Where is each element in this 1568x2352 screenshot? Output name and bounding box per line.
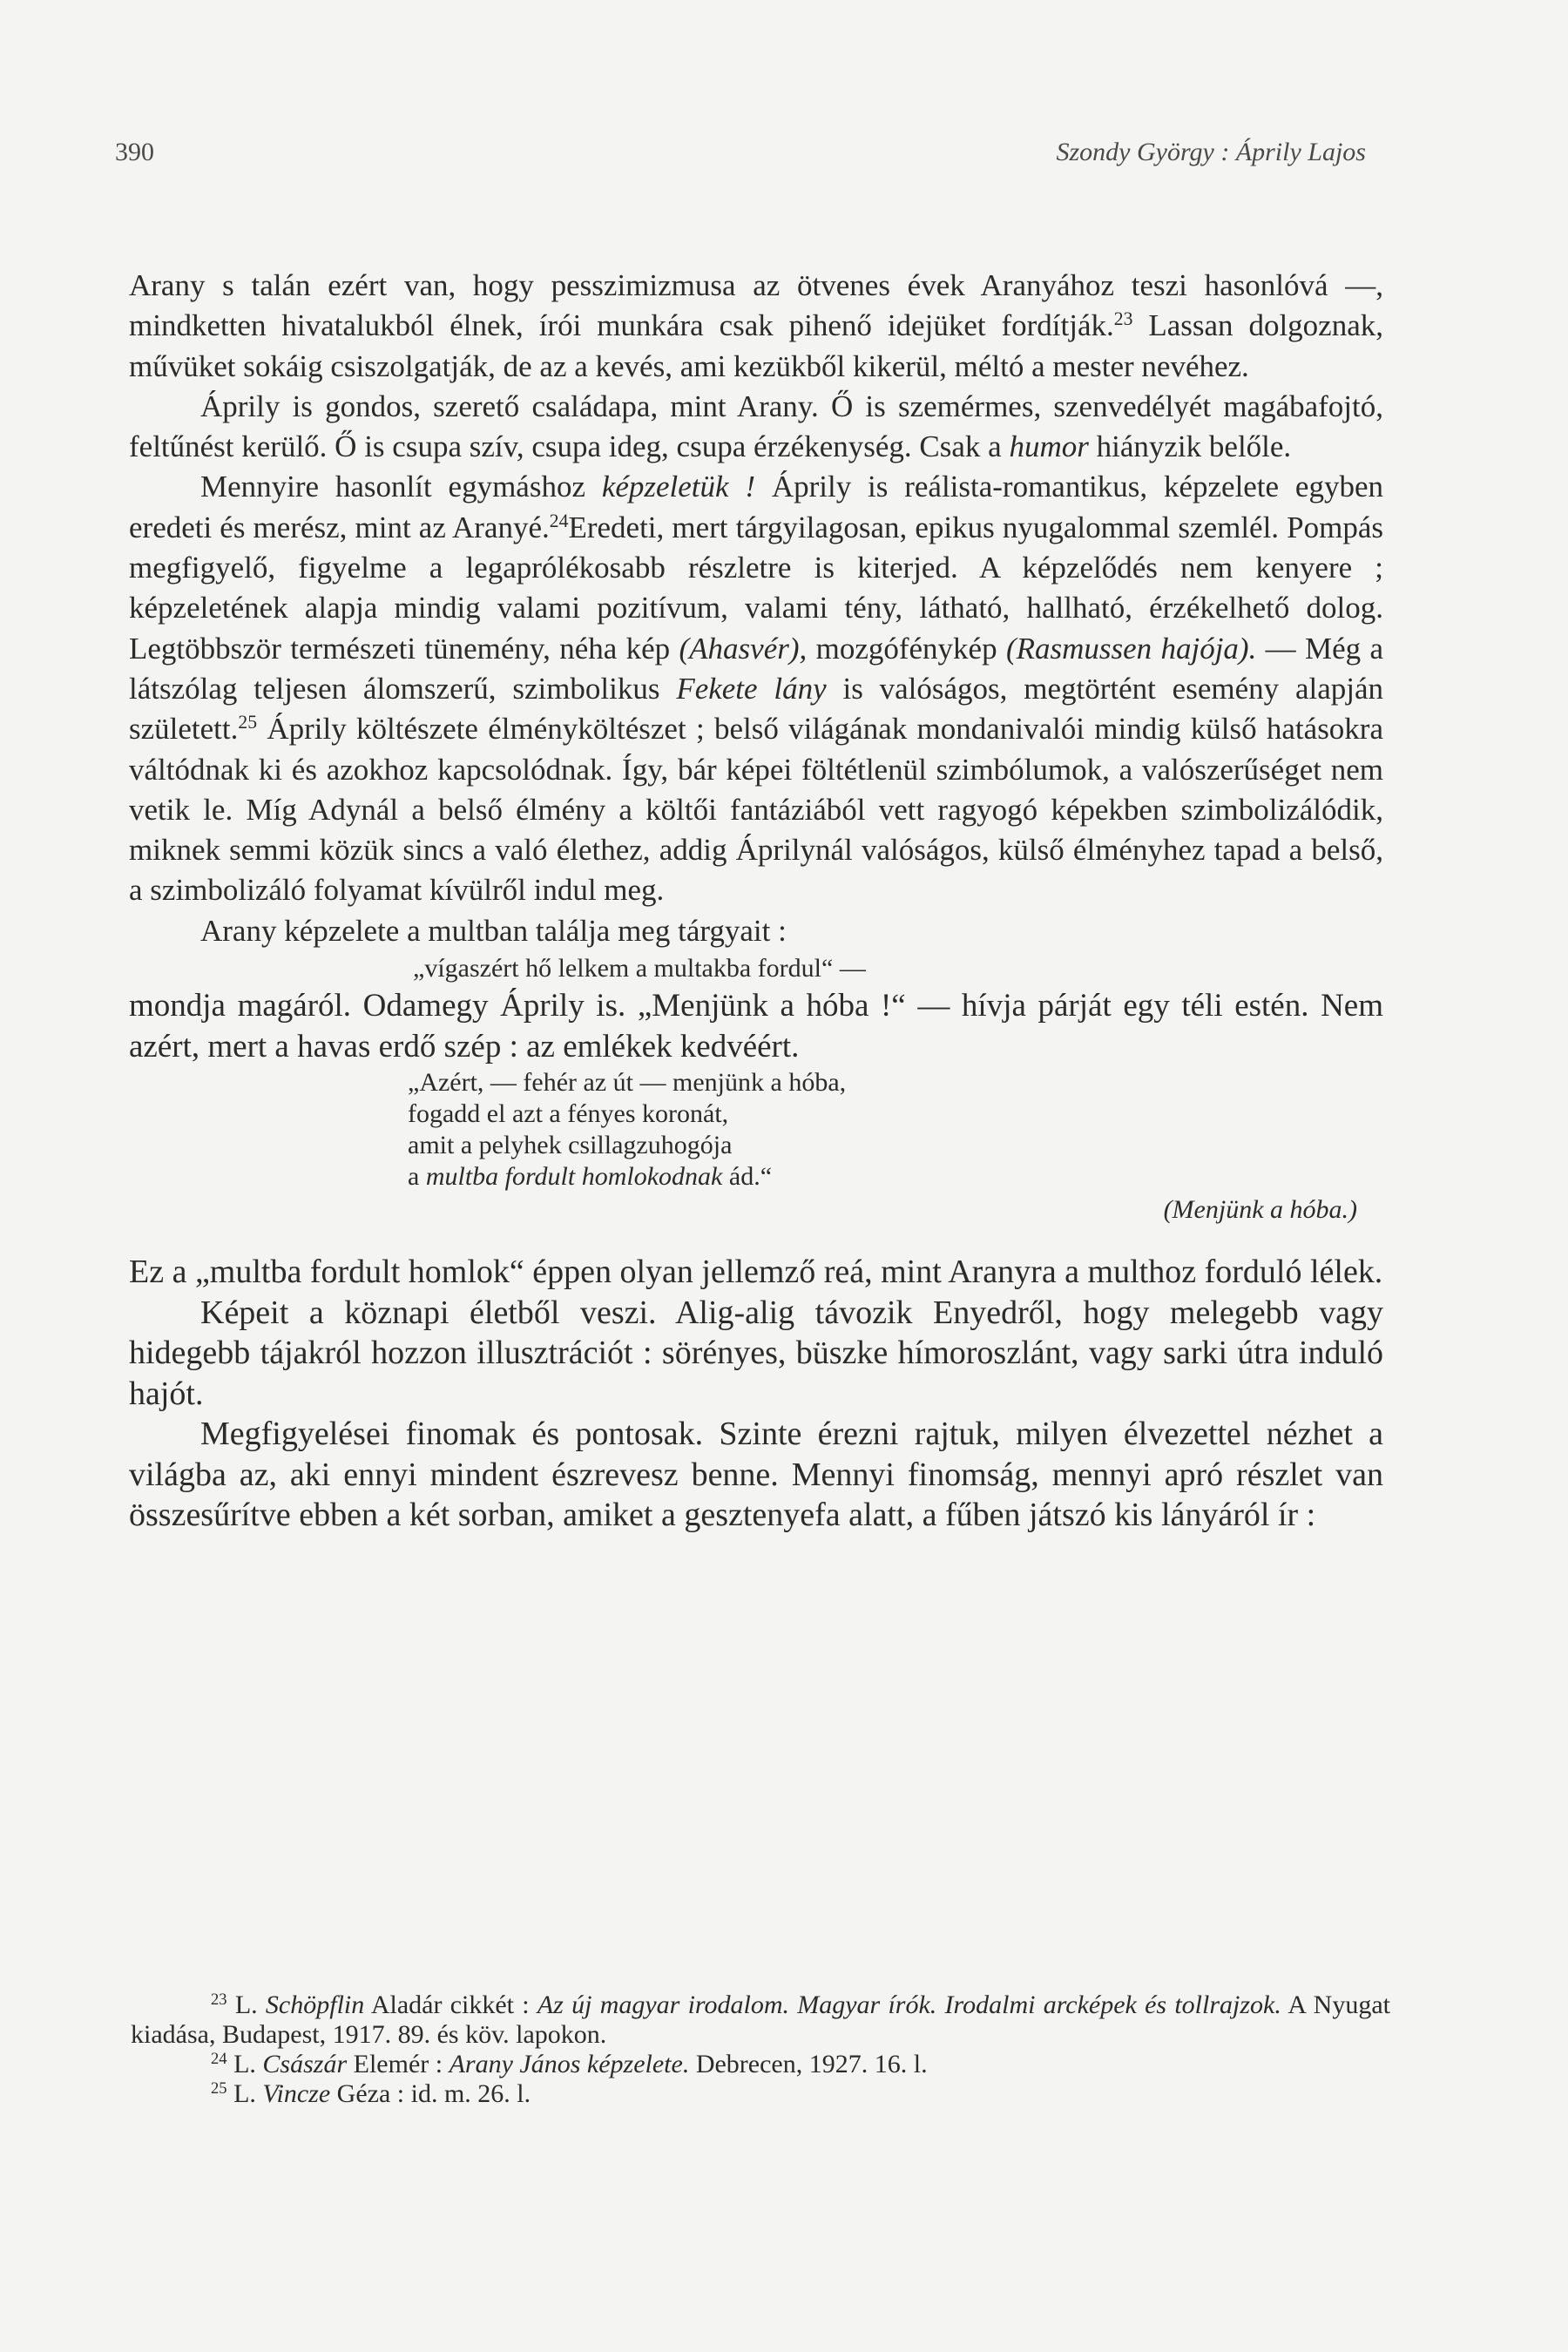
text-run: A Nyugat kiadása, Budapest, 1917. 89. és köv. lapokon. bbox=[131, 1990, 1390, 2049]
text-run: ád.“ bbox=[722, 1162, 773, 1192]
verse-source bbox=[408, 1194, 1383, 1226]
verse-line: „Azért, — fehér az út — menjünk a hóba, bbox=[408, 1068, 847, 1098]
text-run: L. bbox=[226, 2079, 263, 2108]
emphasis: Fekete lány bbox=[676, 671, 827, 706]
paragraph-4: Arany képzelete a multban találja meg tárgyait : bbox=[200, 913, 787, 948]
verse-line: fogadd el azt a fényes koronát, bbox=[408, 1099, 729, 1129]
paragraph-1 bbox=[129, 266, 1383, 387]
paragraph-7: Képeit a köznapi életből veszi. Alig-alig távozik Enyedről, hogy melegebb vagy hidegebb tájakról hozzon illusztrációt : sörényes, büszke hímoroszlánt, vagy sarki útra induló hajót. bbox=[129, 1294, 1383, 1412]
text-run: Arany s talán ezért van, hogy pesszimizmusa az ötvenes évek Aranyához teszi hasonlóvá —, mindketten hivatalukból élnek, írói munkára csak pihenő idejüket fordítják. bbox=[129, 268, 1383, 343]
text-run: Aladár cikkét : bbox=[364, 1990, 537, 2019]
verse-line: amit a pelyhek csillagzuhogója bbox=[408, 1131, 733, 1160]
text-run: mozgófénykép bbox=[807, 631, 1006, 666]
text-run: a bbox=[408, 1162, 426, 1192]
footnote-ref-25: 25 bbox=[238, 712, 258, 733]
text-run: Elemér : bbox=[347, 2050, 449, 2078]
emphasis: (Menjünk a hóba.) bbox=[1163, 1195, 1357, 1225]
running-title: Szondy György : Áprily Lajos bbox=[1056, 138, 1366, 166]
footnotes bbox=[131, 1990, 1390, 2109]
text-run: L. bbox=[226, 2050, 263, 2078]
paragraph-5: mondja magáról. Odamegy Áprily is. „Menjünk a hóba !“ — hívja párját egy téli estén. Nem azért, mert a havas erdő szép : az emlékek kedvéért. bbox=[129, 988, 1383, 1064]
page-header bbox=[115, 138, 1366, 167]
text-run: Mennyire hasonlít egymáshoz bbox=[200, 470, 602, 504]
emphasis: (Ahasvér), bbox=[679, 631, 808, 666]
text-run: Áprily is reálista-romantikus, képzelete egyben eredeti és merész, mint az Aranyé. bbox=[129, 470, 1383, 544]
paragraph-8: Megfigyelései finomak és pontosak. Szinte érezni rajtuk, milyen élvezettel nézhet a világba az, aki ennyi mindent észrevesz benne. Mennyi finomság, mennyi apró részlet van összesűrítve ebben a két sorban, amiket a gesztenyefa alatt, a fűben játszó kis lányáról ír : bbox=[129, 1416, 1383, 1534]
text-run: Eredeti, mert tárgyilagosan, epikus nyugalommal szemlél. Pompás megfigyelő, figyelme a legaprólékosabb részletre is kiterjed. A képzelődés nem kenyere ; képzeletének alapja mindig valami pozitívum, valami tény, látható, hallható, érzékelhető dolog. Legtöbbször természeti tünemény, néha kép bbox=[129, 510, 1384, 666]
body-text bbox=[129, 266, 1383, 1536]
text-run: Áprily költészete élményköltészet ; belső világának mondanivalói mindig külső hatásokra váltódnak ki és azokhoz kapcsolódnak. Így, bár képei föltétlenül szimbólumok, a valószerűséget nem vetik le. Míg Adynál a belső élmény a költői fantáziából vett ragyogó képekben szimbolizálódik, miknek semmi közük sincs a való élethez, addig Áprilynál valóságos, külső élményhez tapad a belső, a szimbolizáló folyamat kívülről indul meg. bbox=[129, 712, 1383, 908]
work-title: Az új magyar irodalom. Magyar írók. Irodalmi arcképek és tollrajzok. bbox=[537, 1990, 1281, 2019]
footnote-number: 25 bbox=[211, 2078, 227, 2098]
footnote-ref-23: 23 bbox=[1113, 308, 1133, 330]
verse-quote-1: „vígaszért hő lelkem a multakba fordul“ — bbox=[413, 954, 866, 983]
author-name: Schöpflin bbox=[265, 1990, 365, 2019]
footnote-number: 23 bbox=[211, 1990, 227, 2009]
author-name: Vincze bbox=[262, 2079, 331, 2108]
author-name: Császár bbox=[262, 2050, 348, 2078]
paragraph-2 bbox=[129, 387, 1383, 468]
footnote-23 bbox=[131, 1990, 1390, 2050]
text-run: is valóságos, megtörtént esemény alapján született. bbox=[129, 671, 1383, 747]
emphasis: képzeletük ! bbox=[601, 470, 756, 504]
page-number: 390 bbox=[115, 138, 154, 166]
footnote-number: 24 bbox=[211, 2049, 227, 2068]
footnote-25 bbox=[131, 2079, 1390, 2109]
text-run: hiányzik belőle. bbox=[1088, 429, 1292, 464]
text-run: Lassan dolgoznak, művüket sokáig csiszolgatják, de az a kevés, ami kezükből kikerül, méltó a mester nevéhez. bbox=[129, 308, 1383, 383]
verse-quote-2 bbox=[129, 1067, 1383, 1226]
footnote-ref-24: 24 bbox=[549, 510, 569, 531]
emphasis: multba fordult homlokodnak bbox=[425, 1162, 723, 1192]
text-run: Géza : id. m. 26. l. bbox=[330, 2079, 531, 2108]
paragraph-6: Ez a „multba fordult homlok“ éppen olyan jellemző reá, mint Aranyra a multhoz forduló lélek. bbox=[129, 1254, 1383, 1291]
paragraph-3 bbox=[129, 467, 1383, 910]
text-run: — Még a látszólag teljesen álomszerű, szimbolikus bbox=[129, 631, 1384, 706]
footnote-24 bbox=[131, 2050, 1390, 2079]
verse-line bbox=[408, 1161, 1383, 1193]
emphasis: humor bbox=[1009, 429, 1089, 464]
emphasis: (Rasmussen hajója). bbox=[1005, 631, 1257, 666]
text-run: Debrecen, 1927. 16. l. bbox=[689, 2050, 928, 2078]
work-title: Arany János képzelete. bbox=[449, 2050, 690, 2078]
text-run: Áprily is gondos, szerető családapa, mint Arany. Ő is szemérmes, szenvedélyét magábafojtó, feltűnést kerülő. Ő is csupa szív, csupa ideg, csupa érzékenység. Csak a bbox=[129, 389, 1383, 464]
text-run: L. bbox=[226, 1990, 266, 2019]
